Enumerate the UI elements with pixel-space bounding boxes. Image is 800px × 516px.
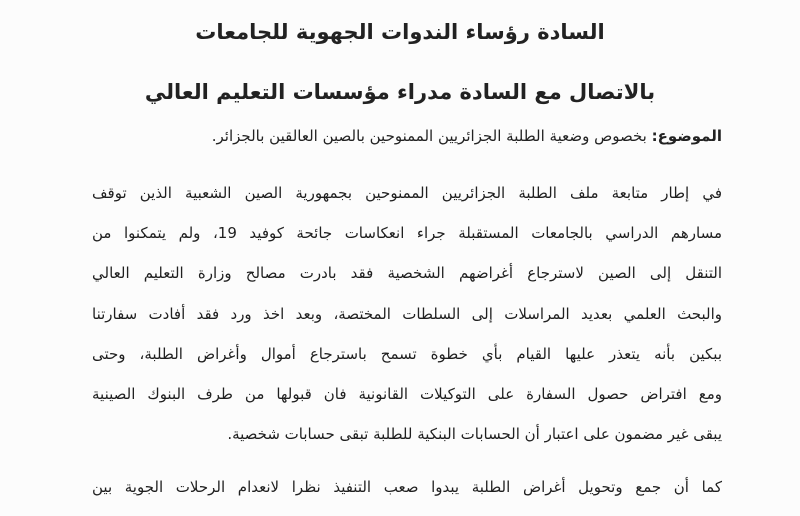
subject-line [200, 127, 722, 145]
addressee-subheading: بالاتصال مع السادة مدراء مؤسسات التعليم العالي [144, 80, 656, 104]
subject-label: الموضوع: [651, 127, 722, 145]
addressee-heading: السادة رؤساء الندوات الجهوية للجامعات [195, 20, 605, 44]
paragraph-line: كما أن جمع وتحويل أغراض الطلبة يبدوا صعب التنفيذ نظرا لانعدام الرحلات الجوية بين [92, 478, 722, 496]
subject-text: بخصوص وضعية الطلبة الجزائريين الممنوحين بالصين العالقين بالجزائر. [211, 127, 647, 145]
paragraph-line: مسارهم الدراسي بالجامعات المستقبلة جراء انعكاسات جائحة كوفيد 19، ولم يتمكنوا من [92, 224, 722, 242]
paragraph-line: والبحث العلمي بعديد المراسلات إلى السلطات المختصة، وبعد اخذ ورد فقد أفادت سفارتنا [92, 305, 722, 323]
paragraph-line: التنقل إلى الصين لاسترجاع أغراضهم الشخصية فقد بادرت مصالح وزارة التعليم العالي [92, 264, 722, 282]
paragraph-line: يبقى غير مضمون على اعتبار أن الحسابات البنكية للطلبة تبقى حسابات شخصية. [227, 425, 722, 443]
paragraph-line: ببكين بأنه يتعذر عليها القيام بأي خطوة تسمح باسترجاع أموال وأغراض الطلبة، وحتى [92, 345, 722, 363]
paragraph-line: في إطار متابعة ملف الطلبة الجزائريين الممنوحين بجمهورية الصين الشعبية الذين توقف [92, 184, 722, 202]
paragraph-line: ومع افتراض حصول السفارة على التوكيلات القانونية فان قبولها من طرف البنوك الصينية [92, 385, 722, 403]
